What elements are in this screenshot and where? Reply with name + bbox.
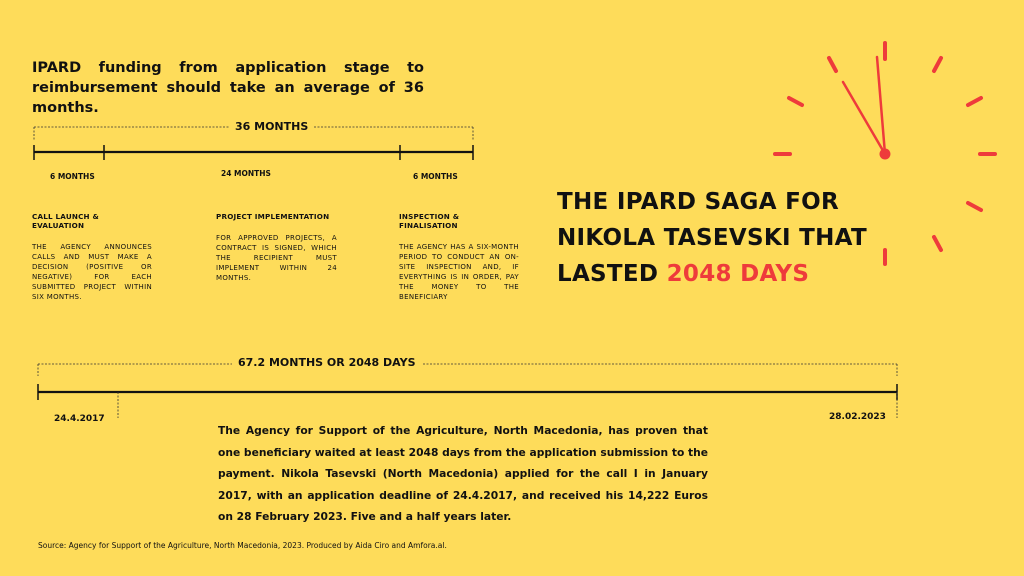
intro-text: IPARD funding from application stage to reimbursement should take an average of 36 months. [32, 60, 424, 116]
title-highlight: 2048 DAYS [666, 261, 810, 287]
phase-description: THE AGENCY HAS A SIX-MONTH PERIOD TO CONDUCT AN ON-SITE INSPECTION AND, IF EVERYTHING IS IN ORDER, PAY THE MONEY TO THE BENEFICIARY [399, 243, 519, 301]
phase-project-implementation [216, 212, 337, 283]
story-text: The Agency for Support of the Agriculture, North Macedonia, has proven that one beneficiary waited at least 2048 days from the application submission to the payment. Nikola Tasevski (North Macedonia) applied for the call I in January 2017, with an application deadline of 24.4.2017, and received his 14,222 Euros on 28 February 2023. Five and a half years later. [218, 424, 708, 523]
source-credit: Source: Agency for Support of the Agriculture, North Macedonia, 2023. Produced by Aida Ciro and Amfora.al. [38, 541, 447, 550]
phase-description: THE AGENCY ANNOUNCES CALLS AND MUST MAKE A DECISION (POSITIVE OR NEGATIVE) FOR EACH SUBMITTED PROJECT WITHIN SIX MONTHS. [32, 243, 152, 301]
line-2048-days [38, 384, 897, 418]
phase-description: FOR APPROVED PROJECTS, A CONTRACT IS SIGNED, WHICH THE RECIPIENT MUST IMPLEMENT WITHIN 24 MONTHS. [216, 234, 337, 282]
title-line: NIKOLA TASEVSKI THAT [557, 225, 867, 251]
title-prefix: LASTED [557, 261, 667, 287]
title-line [557, 256, 887, 292]
phase-title: INSPECTION & FINALISATION [399, 212, 460, 230]
title-line: THE IPARD SAGA FOR [557, 189, 839, 215]
timeline-36-label: 36 MONTHS [229, 120, 314, 133]
line-36-months [34, 145, 473, 160]
main-title [557, 184, 887, 292]
start-date: 24.4.2017 [54, 414, 105, 424]
duration-label: 6 MONTHS [413, 172, 458, 181]
duration-label: 24 MONTHS [221, 169, 271, 178]
duration-label: 6 MONTHS [50, 172, 95, 181]
timeline-2048-label: 67.2 MONTHS OR 2048 DAYS [232, 356, 422, 369]
phase-call-launch [32, 212, 152, 302]
phase-inspection [399, 212, 519, 302]
phase-title: PROJECT IMPLEMENTATION [216, 212, 330, 221]
bracket-2048-days [38, 364, 897, 376]
phase-title: CALL LAUNCH & EVALUATION [32, 212, 99, 230]
end-date: 28.02.2023 [829, 412, 886, 422]
